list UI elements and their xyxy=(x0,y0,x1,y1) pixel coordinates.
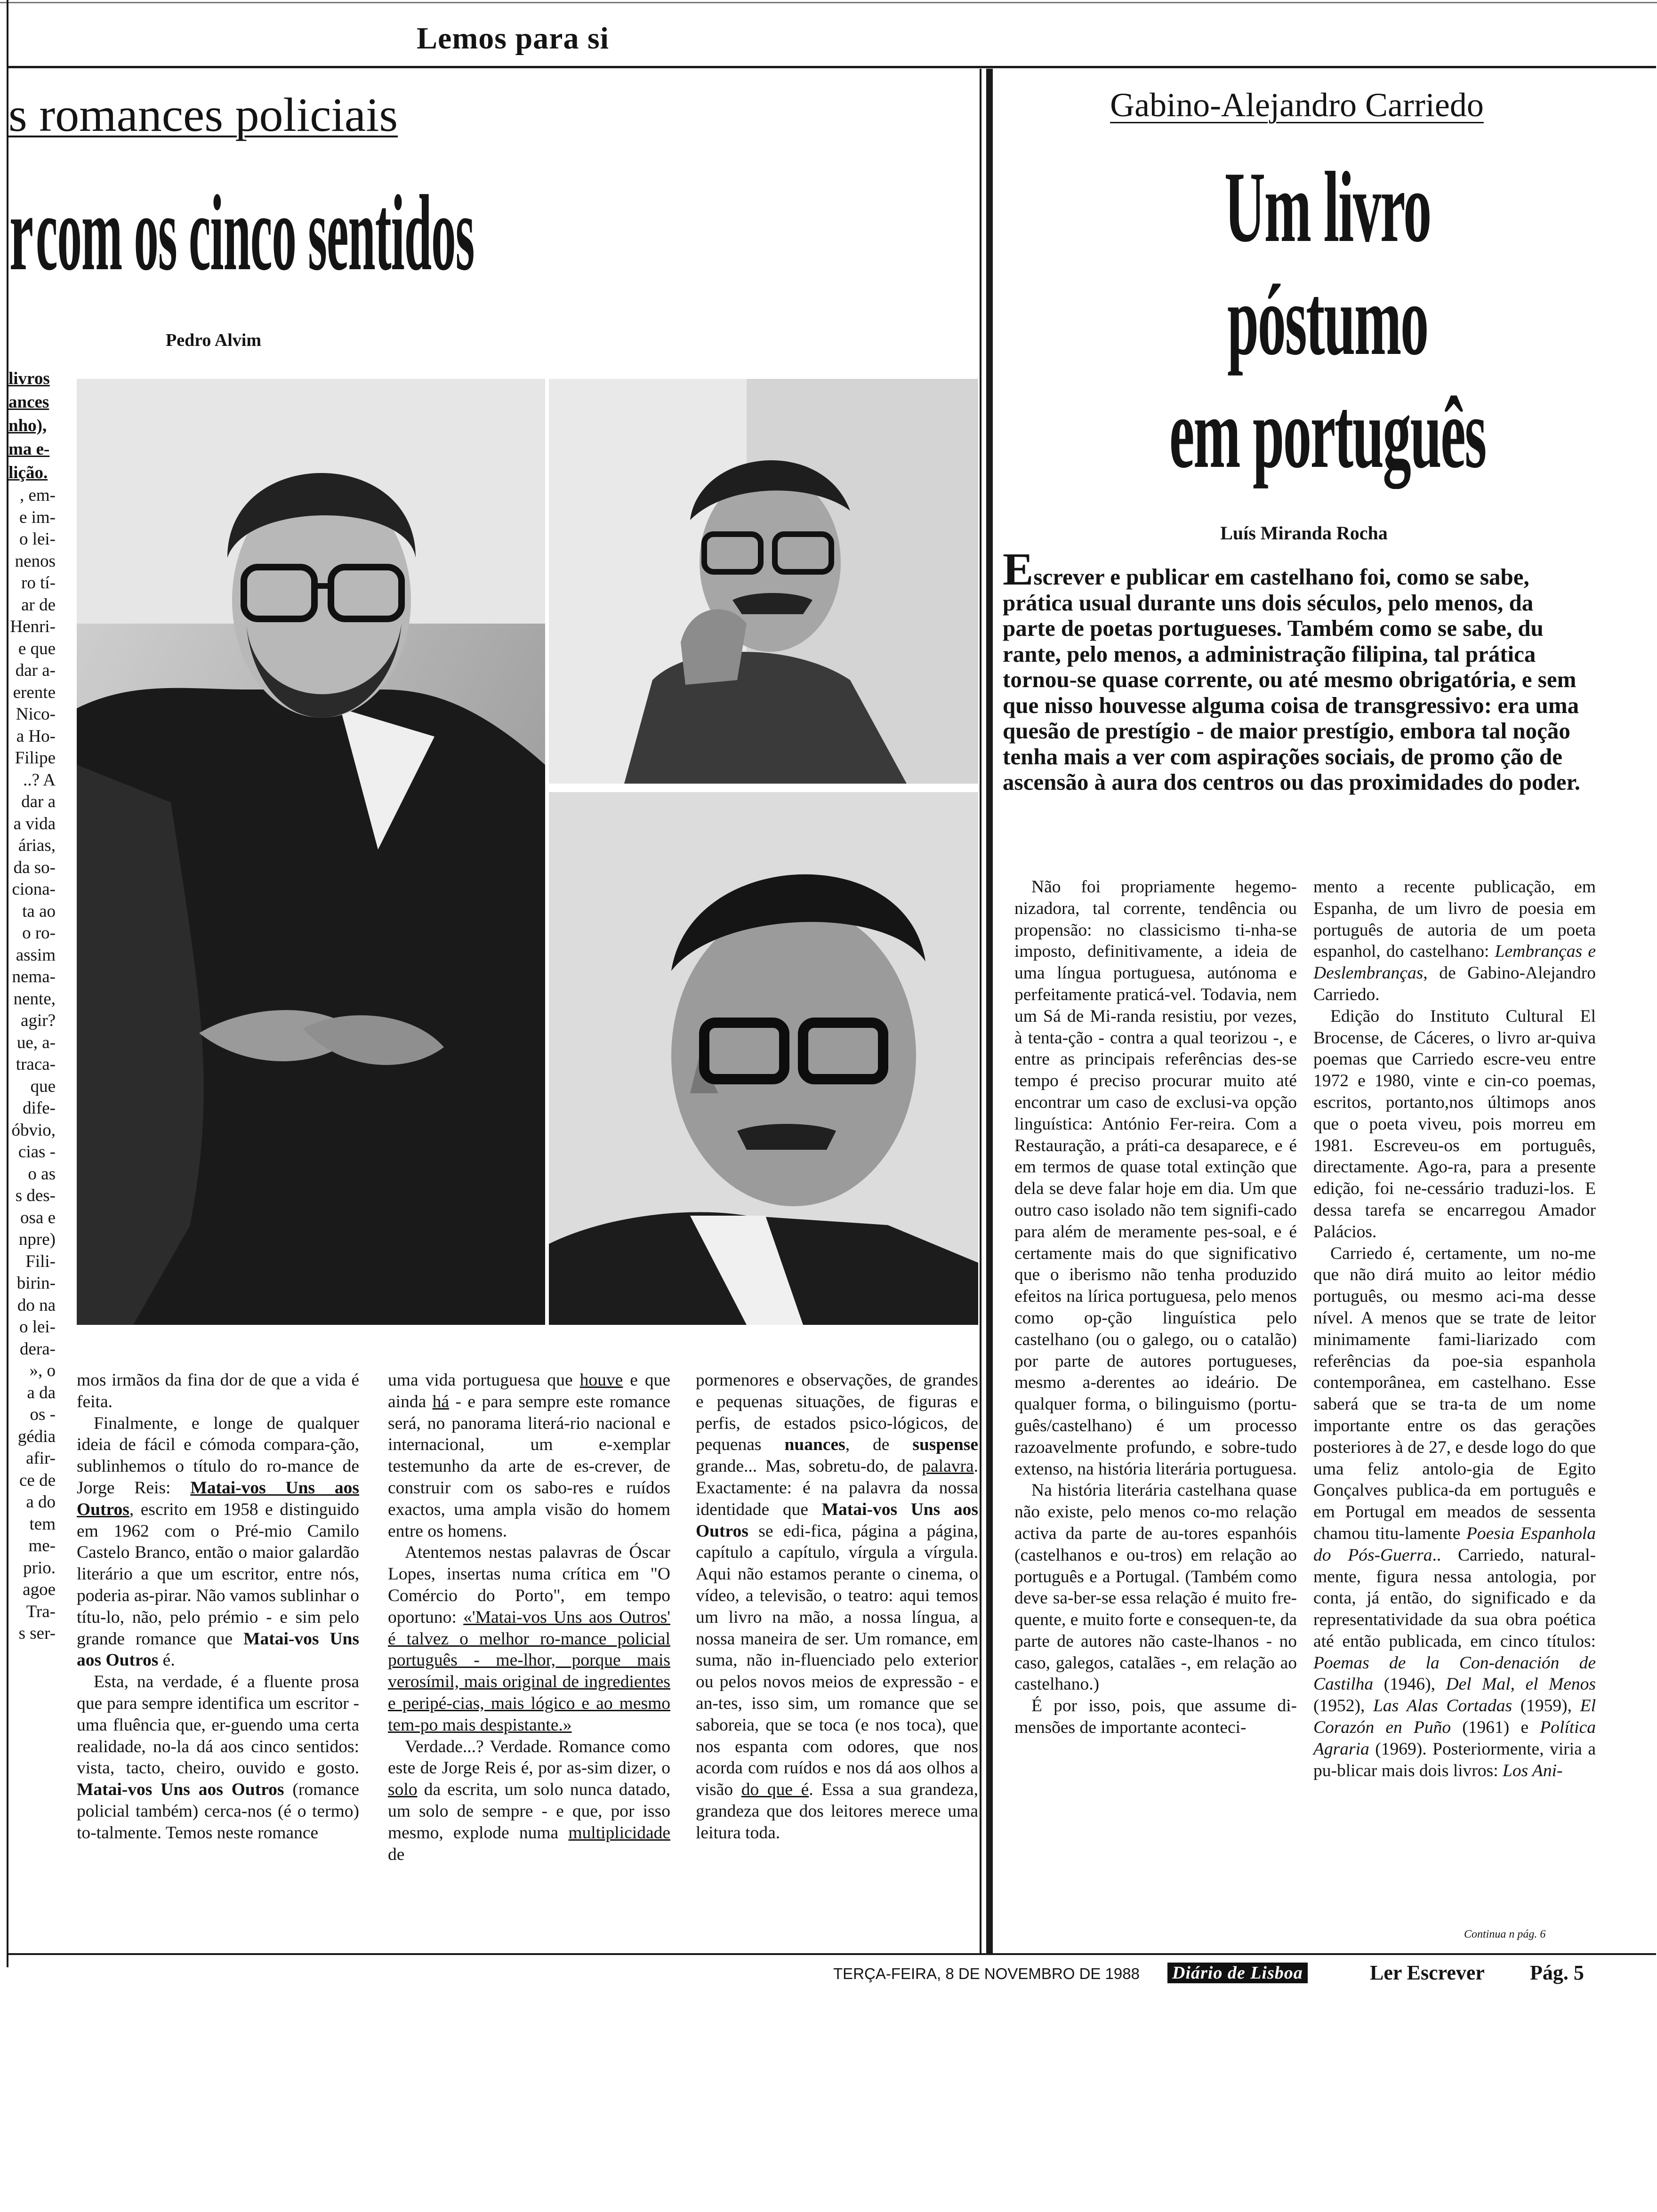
headline-line: em português xyxy=(1169,377,1486,489)
cut-off-text: livros xyxy=(8,369,50,388)
footer-rule xyxy=(8,1953,1656,1955)
section-rule xyxy=(8,66,1656,68)
article-divider xyxy=(986,69,993,1954)
cut-off-text: dar a- xyxy=(15,661,56,680)
paragraph xyxy=(77,1370,359,1413)
cut-off-text: árias, xyxy=(18,836,56,855)
right-kicker: Gabino-Alejandro Carriedo xyxy=(1110,86,1484,124)
cut-off-text: o as xyxy=(28,1164,56,1184)
cut-off-text: assim xyxy=(16,945,56,965)
cut-off-text: a Ho- xyxy=(16,726,56,746)
text-run: mos irmãos da fina dor de que a vida é feita. xyxy=(77,1370,359,1411)
paragraph xyxy=(696,1370,978,1844)
cut-off-text: traca- xyxy=(16,1055,56,1074)
photo-jorge-reis xyxy=(77,379,545,1325)
cut-off-text: ce de xyxy=(19,1470,56,1490)
text-run: Atentemos nestas palavras de Óscar Lopes, insertas numa crítica em "O Comércio do Porto", em tempo oportuno: xyxy=(388,1543,670,1627)
text-run: palavra xyxy=(922,1457,974,1476)
left-headline xyxy=(9,173,683,297)
cut-off-text: dar a xyxy=(21,792,56,811)
cut-off-text: da so- xyxy=(13,858,56,877)
text-run: uma vida portuguesa que xyxy=(388,1370,580,1390)
portrait-illustration xyxy=(549,792,978,1325)
left-byline: Pedro Alvim xyxy=(166,330,262,350)
text-run: houve xyxy=(579,1370,623,1390)
cut-off-text: afir- xyxy=(26,1449,56,1468)
text-run: Política Agraria xyxy=(1313,1718,1596,1759)
text-run: (1961) e xyxy=(1451,1718,1540,1738)
text-run: (romance policial também) cerca-nos (é o termo) to-talmente. Temos neste romance xyxy=(77,1780,359,1843)
text-run: Finalmente, e longe de qualquer ideia de fácil e cómoda compara-ção, sublinhemos o título do ro-mance de Jorge Reis: xyxy=(77,1413,359,1498)
text-run: e que ainda xyxy=(388,1370,670,1411)
headline-line: Um livro xyxy=(1224,151,1431,263)
paragraph xyxy=(388,1542,670,1736)
paragraph xyxy=(1014,1695,1297,1739)
lead-text: screver e publicar em castelhano foi, como se sabe, prática usual durante uns dois séculos, pelo menos, da parte de poetas portugueses. Também como se sabe, du rante, pelo menos, a administração filipina, tal prática tornou-se quase corrente, ou até mesmo obrigatória, e sem que nisso houvesse alguma coisa de transgressivo: era uma quesão de prestígio - de maior prestígio, embora tal noção tenha mais a ver com aspirações sociais, de promo ção de ascensão à aura dos centros ou das proximidades do poder. xyxy=(1003,564,1581,795)
cut-off-text: a do xyxy=(26,1492,56,1512)
cut-off-text: agir? xyxy=(21,1011,56,1030)
text-run: (1952), xyxy=(1313,1696,1373,1716)
text-run: Verdade...? Verdade. Romance como este de Jorge Reis é, por as-sim dizer, o xyxy=(388,1737,670,1778)
cut-off-text: ue, a- xyxy=(16,1033,56,1052)
text-run: É por isso, pois, que assume di-mensões de importante aconteci- xyxy=(1014,1696,1297,1738)
text-run: Poemas de la Con-denación de Castilha xyxy=(1313,1653,1596,1694)
cut-off-text: ar de xyxy=(21,595,56,615)
right-article-column-1 xyxy=(1014,876,1297,1739)
cut-off-text: birin- xyxy=(16,1274,56,1293)
cut-off-text: tem xyxy=(29,1514,56,1534)
text-run: de xyxy=(388,1844,405,1864)
text-run: (1969). Posteriormente, viria a pu-blicar mais dois livros: xyxy=(1313,1739,1596,1780)
text-run: nuances xyxy=(784,1435,845,1455)
cut-off-column xyxy=(8,367,56,1934)
headline-line: póstumo xyxy=(1227,264,1428,376)
cut-off-text: dera- xyxy=(20,1339,56,1359)
text-run: (1946), xyxy=(1373,1675,1446,1694)
right-article-column-2 xyxy=(1313,876,1596,1781)
footer xyxy=(833,1959,1601,1992)
text-run: Esta, na verdade, é a fluente prosa que para sempre identifica um escritor - uma fluência que, er-guendo uma certa realidade, no-la dá aos cinco sentidos: vista, tacto, cheiro, ouvido e gosto. xyxy=(77,1672,359,1778)
paragraph xyxy=(1313,1006,1596,1243)
portrait-illustration xyxy=(549,379,978,784)
headline-fragment: r xyxy=(9,173,34,293)
text-run: solo xyxy=(388,1780,418,1800)
text-run: Carriedo é, certamente, um no-me que não dirá muito ao leitor médio português, ou mesmo aci-ma desse nível. A menos que se trate de leitor minimamente fami-liarizado com referências da poe-sia espanhola contemporânea, em castelhano. Esse saberá que se tra-ta de um nome importante entre os das gerações posteriores à de 27, e desde logo do que uma feliz antolo-gia de Egito Gonçalves publica-da em português e em Portugal em meados de sessenta chamou titu-lamente xyxy=(1313,1243,1596,1543)
cut-off-text: s ser- xyxy=(18,1624,56,1643)
text-run: da escrita, um solo nunca datado, um solo de sempre - e que, por isso mesmo, explode numa xyxy=(388,1780,670,1843)
text-run: grande... Mas, sobretu-do, de xyxy=(696,1457,922,1476)
photo-author-hand-chin xyxy=(549,379,978,784)
paragraph xyxy=(77,1413,359,1672)
text-run: há xyxy=(432,1392,450,1411)
text-run: (1959), xyxy=(1512,1696,1580,1716)
cut-off-text: ances xyxy=(8,393,49,412)
cut-off-text: Fili- xyxy=(25,1251,56,1271)
text-run: Del Mal, el Menos xyxy=(1446,1675,1596,1694)
cut-off-text: ma e- xyxy=(8,440,50,459)
article-divider-thin xyxy=(980,69,981,1954)
text-run: «'Matai-vos Uns aos Outros' é talvez o melhor ro-mance policial português - me-lhor, porque mais verosímil, mais original de ingredientes e peripé-cias, mais lógico e ao mesmo tem-po mais despistante.» xyxy=(388,1607,670,1735)
top-rule xyxy=(0,2,1657,3)
cut-off-text: gédia xyxy=(17,1427,56,1446)
photo-author-profile xyxy=(549,792,978,1325)
cut-off-text: dife- xyxy=(23,1098,56,1118)
footer-page: Pág. 5 xyxy=(1530,1961,1584,1984)
left-kicker: s romances policiais xyxy=(8,88,398,142)
text-run: se edi-fica, página a página, capítulo a capítulo, vírgula a vírgula. Aqui não estamos perante o cinema, o vídeo, a televisão, o teatro: aqui temos um livro na mão, a nossa língua, a nossa maneira de ser. Um romance, em suma, não in-fluenciado pelo exterior ou pelos novos meios de expressão - e an-tes, isso sim, um romance que se saboreia, que se toca (e nos toca), que nos espanta com odores, que nos acorda com ruídos e nos dá aos olhos a visão xyxy=(696,1521,978,1800)
cut-off-text: agoe xyxy=(23,1580,56,1599)
cut-off-text: ta ao xyxy=(22,901,56,921)
text-run: . Essa a sua grandeza, grandeza que dos leitores merece uma leitura toda. xyxy=(696,1780,978,1843)
text-run: , escrito em 1958 e distinguido em 1962 com o Pré-mio Camilo Castelo Branco, então o maior galardão literário a que um escritor, entre nós, poderia as-pirar. Não vamos sublinhar o títu-lo, não, pelo prémio - e sim pelo grande romance que xyxy=(77,1499,359,1649)
cut-off-text: nho), xyxy=(8,416,47,435)
text-run: suspense xyxy=(912,1435,978,1455)
cut-off-text: osa e xyxy=(20,1208,56,1227)
paragraph xyxy=(1313,876,1596,1006)
text-run: , de xyxy=(845,1435,913,1455)
cut-off-text: nenos xyxy=(15,551,56,571)
text-run: Matai-vos Uns aos Outros xyxy=(77,1780,284,1800)
cut-off-text: que xyxy=(30,1076,56,1096)
text-run: Edição do Instituto Cultural El Brocense, de Cáceres, o livro ar-quiva poemas que Carriedo escre-veu entre 1972 e 1980, vinte e cin-co poemas, escritos, portanto,nos últimops anos que o poeta viveu, pois morreu em 1981. Escreveu-os em português, directamente. Ago-ra, para a presente edição, foi ne-cessário traduzi-los. E dessa tarefa se encarregou Amador Palácios. xyxy=(1313,1006,1596,1242)
text-run: Não foi propriamente hegemo-nizadora, tal corrente, tendência ou propensão: no classicismo ti-nha-se imposto, definitivamente, a ideia de uma língua portuguesa, autónoma e perfeitamente praticá-vel. Todavia, nem um Sá de Mi-randa resistiu, por vezes, à tenta-ção - contra a qual teorizou -, e entre as principais referências des-se tempo é preciso procurar muito até encontrar um caso de exclusi-va opção linguística: António Fer-reira. Com a Restauração, a práti-ca desaparece, e é em termos de quase total extinção que dela se deve falar hoje em dia. Um que outro caso isolado não tem signifi-cado para além de meramente pes-soal, e é certamente mais do que significativo que o iberismo não tenha produzido efeitos na lírica portuguesa, pelo menos como op-ção linguística pelo castelhano (ou o galego, ou o catalão) por parte de autores portugueses, mesmo a-derentes ao ideário. De qualquer forma, o bilinguismo (portu-guês/castelhano) é um processo razoavelmente profundo, e sobre-tudo extenso, na história literária portuguesa. xyxy=(1014,877,1297,1479)
text-run: do que é xyxy=(741,1780,809,1800)
text-run: Matai-vos Uns aos Outros xyxy=(77,1629,359,1670)
text-run: . Exactamente: é na palavra da nossa identidade que xyxy=(696,1457,978,1519)
cut-off-text: », o xyxy=(29,1361,56,1380)
cut-off-text: do na xyxy=(17,1295,56,1315)
cut-off-text: ro tí- xyxy=(21,573,56,593)
cut-off-text: óbvio, xyxy=(11,1120,56,1140)
paragraph xyxy=(388,1736,670,1866)
right-headline xyxy=(1007,151,1648,489)
cut-off-text: ciona- xyxy=(12,880,56,899)
cut-off-text: npre) xyxy=(18,1230,56,1249)
left-article-column-3 xyxy=(696,1370,978,1844)
footer-date: TERÇA-FEIRA, 8 DE NOVEMBRO DE 1988 xyxy=(833,1965,1140,1982)
paragraph xyxy=(388,1370,670,1542)
headline-main: com os cinco sentidos xyxy=(36,173,475,293)
cut-off-text: lição. xyxy=(8,463,48,482)
cut-off-text: a vida xyxy=(13,814,56,834)
text-run: Las Alas Cortadas xyxy=(1373,1696,1512,1716)
cut-off-text: s des- xyxy=(15,1186,56,1205)
text-run: Lembranças e Deslembranças xyxy=(1313,942,1596,983)
paragraph xyxy=(1313,1243,1596,1782)
text-run: Poesia Espanhola do Pós-Guerra xyxy=(1313,1523,1596,1565)
cut-off-text: me- xyxy=(28,1536,56,1555)
left-article-column-2 xyxy=(388,1370,670,1865)
footer-masthead: Diário de Lisboa xyxy=(1167,1963,1308,1983)
right-byline: Luís Miranda Rocha xyxy=(1220,522,1388,544)
cut-off-text: e que xyxy=(18,639,56,658)
right-lead xyxy=(1003,544,1591,795)
left-article-column-1 xyxy=(77,1370,359,1844)
paragraph xyxy=(77,1671,359,1843)
cut-off-text: o lei- xyxy=(19,529,56,549)
text-run: multiplicidade xyxy=(568,1823,670,1843)
cut-off-text: prio. xyxy=(23,1558,56,1578)
text-run: El Corazón en Puño xyxy=(1313,1696,1596,1738)
cut-off-text: a da xyxy=(27,1383,56,1403)
paragraph xyxy=(1014,1480,1297,1695)
text-run: .. Carriedo, natural-mente, figura nessa antologia, por conta, já então, do significado e da representatividade da sua obra poética até então publicada, em cinco títulos: xyxy=(1313,1545,1596,1651)
cut-off-text: ..? A xyxy=(23,770,56,790)
cut-off-text: nente, xyxy=(13,989,56,1009)
text-run: Matai-vos Uns aos Outros xyxy=(696,1499,978,1541)
paragraph xyxy=(1014,876,1297,1480)
text-run: Na história literária castelhana quase não existe, pelo menos co-mo relação activa da parte de au-tores espanhóis (castelhanos e ou-tros) em relação ao português e a Portugal. (Também como deve sa-ber-se essa relação é muito fre-quente, e muito forte e consequen-te, da parte de autores não caste-lhanos - no caso, galegos, catalães -, em relação ao castelhano.) xyxy=(1014,1481,1297,1694)
section-header: Lemos para si xyxy=(417,21,609,56)
text-run: Matai-vos Uns aos Outros xyxy=(77,1478,359,1519)
cut-off-text: nema- xyxy=(12,967,56,986)
cut-off-text: o ro- xyxy=(22,923,56,943)
text-run: pormenores e observações, de grandes e pequenas situações, de figuras e perfis, de estados psico-lógicos, de pequenas xyxy=(696,1370,978,1455)
cut-off-text: Filipe xyxy=(15,748,56,768)
cut-off-text: o lei- xyxy=(19,1317,56,1337)
text-run: mento a recente publicação, em Espanha, de um livro de poesia em português de autoria de um poeta espanhol, do castelhano: xyxy=(1313,877,1596,962)
continua-note: Continua n pág. 6 xyxy=(1464,1928,1546,1940)
text-run: Los Ani- xyxy=(1503,1761,1563,1780)
portrait-illustration xyxy=(77,379,545,1325)
lead-dropcap: E xyxy=(1003,544,1034,595)
cut-off-text: Henri- xyxy=(10,617,56,636)
footer-supplement: Ler Escrever xyxy=(1370,1961,1485,1984)
cut-off-text: erente xyxy=(13,682,56,702)
text-run: - e para sempre este romance será, no panorama literá-rio nacional e internacional, um e-xemplar testemunho da arte de es-crever, de construir com os sabo-res e ruídos exactos, uma ampla visão do homem entre os homens. xyxy=(388,1392,670,1541)
cut-off-text: e im- xyxy=(19,507,56,527)
cut-off-text: , em- xyxy=(19,486,56,505)
cut-off-text: os - xyxy=(30,1405,56,1424)
cut-off-text: Nico- xyxy=(16,705,56,724)
cut-off-text: Tra- xyxy=(26,1602,56,1621)
cut-off-text: cias - xyxy=(18,1142,56,1162)
text-run: é. xyxy=(158,1651,175,1670)
text-run: , de Gabino-Alejandro Carriedo. xyxy=(1313,963,1596,1004)
